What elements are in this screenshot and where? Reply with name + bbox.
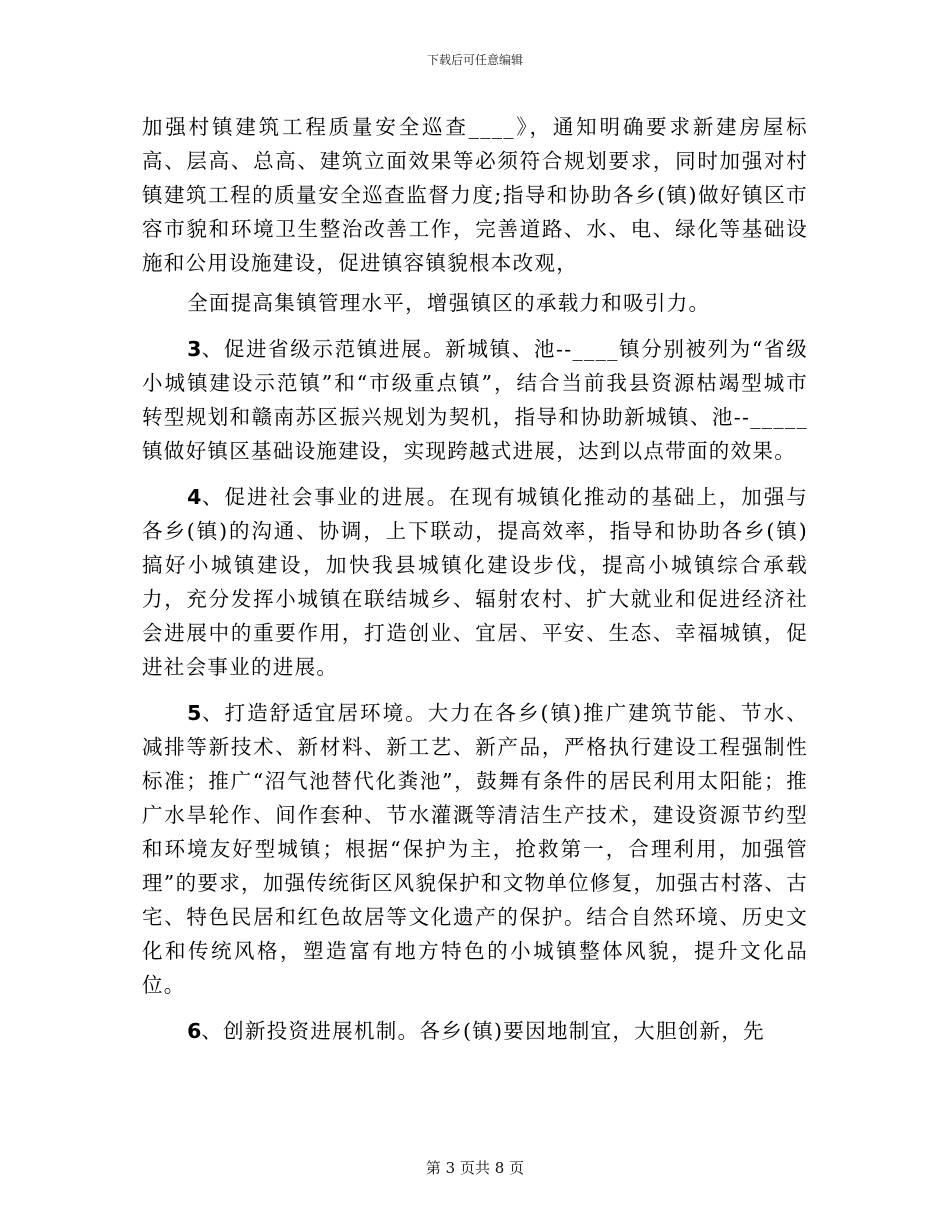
- paragraph-text: 全面提高集镇管理水平，增强镇区的承载力和吸引力。: [187, 291, 711, 315]
- paragraph-item-6: [142, 1014, 808, 1048]
- paragraph-number: 4: [187, 485, 202, 509]
- page-header-note: 下载后可任意编辑: [426, 53, 523, 67]
- paragraph-number: 5: [187, 701, 202, 725]
- paragraph-item-4: [142, 480, 808, 684]
- page-number-footer: 第 3 页共 8 页: [425, 1159, 525, 1177]
- paragraph-item-5: [142, 696, 808, 1002]
- paragraph-summary: [142, 286, 808, 320]
- document-body: [142, 110, 808, 1048]
- paragraph-text: 、促进社会事业的进展。在现有城镇化推动的基础上，加强与各乡(镇)的沟通、协调，上下联动，提高效率，指导和协助各乡(镇)搞好小城镇建设，加快我县城镇化建设步伐，提高小城镇综合承载力，充分发挥小城镇在联结城乡、辐射农村、扩大就业和促进经济社会进展中的重要作用，打造创业、宜居、平安、生态、幸福城镇，促进社会事业的进展。: [142, 485, 808, 679]
- paragraph-text: 、促进省级示范镇进展。新城镇、池--____镇分别被列为“省级小城镇建设示范镇”和“市级重点镇”，结合当前我县资源枯竭型城市转型规划和赣南苏区振兴规划为契机，指导和协助新城镇、池--_____镇做好镇区基础设施建设，实现跨越式进展，达到以点带面的效果。: [142, 337, 808, 463]
- paragraph-number: 6: [187, 1019, 202, 1043]
- paragraph-text: 、创新投资进展机制。各乡(镇)要因地制宜，大胆创新，先: [201, 1019, 765, 1043]
- paragraph-text: 加强村镇建筑工程质量安全巡查____》，通知明确要求新建房屋标高、层高、总高、建筑立面效果等必须符合规划要求，同时加强对村镇建筑工程的质量安全巡查监督力度;指导和协助各乡(镇)做好镇区市容市貌和环境卫生整治改善工作，完善道路、水、电、绿化等基础设施和公用设施建设，促进镇容镇貌根本改观，: [142, 115, 808, 275]
- paragraph-number: 3: [187, 337, 202, 361]
- paragraph-text: 、打造舒适宜居环境。大力在各乡(镇)推广建筑节能、节水、减排等新技术、新材料、新工艺、新产品，严格执行建设工程强制性标准；推广“沼气池替代化粪池”，鼓舞有条件的居民利用太阳能；推广水旱轮作、间作套种、节水灌溉等清洁生产技术，建设资源节约型和环境友好型城镇；根据“保护为主，抢救第一，合理利用，加强管理”的要求，加强传统街区风貌保护和文物单位修复，加强古村落、古宅、特色民居和红色故居等文化遗产的保护。结合自然环境、历史文化和传统风格，塑造富有地方特色的小城镇整体风貌，提升文化品位。: [142, 701, 808, 997]
- paragraph-continuation: [142, 110, 808, 280]
- paragraph-item-3: [142, 332, 808, 468]
